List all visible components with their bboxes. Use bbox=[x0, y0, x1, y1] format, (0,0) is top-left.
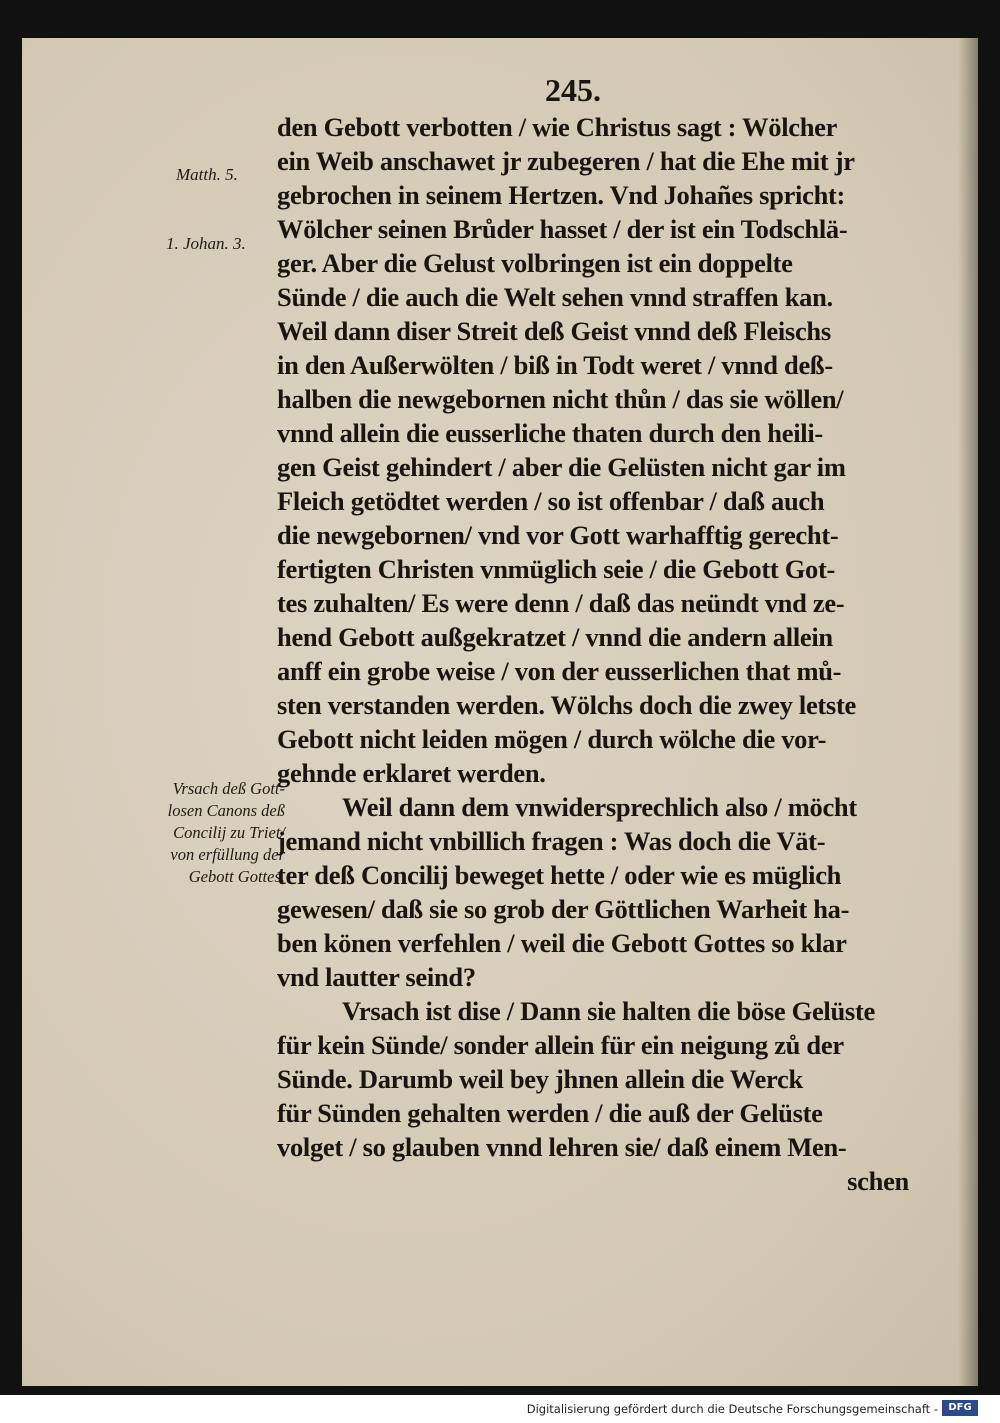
text-line: fertigten Christen vnmüglich seie / die Gebott Got- bbox=[277, 554, 836, 584]
text-line: Gebott nicht leiden mögen / durch wölche die vor- bbox=[277, 724, 827, 754]
margin-note-line: Concilij zu Triet/ bbox=[173, 823, 285, 842]
text-line: hend Gebott außgekratzet / vnnd die andern allein bbox=[277, 622, 833, 652]
text-line: den Gebott verbotten / wie Christus sagt : Wölcher bbox=[277, 112, 838, 142]
dfg-logo: DFG bbox=[942, 1400, 978, 1416]
text-line: ein Weib anschawet jr zubegeren / hat die Ehe mit jr bbox=[277, 146, 855, 176]
text-line: jemand nicht vnbillich fragen : Was doch die Vät- bbox=[277, 826, 826, 856]
text-line: Fleich getödtet werden / so ist offenbar / daß auch bbox=[277, 486, 825, 516]
text-line: in den Außerwölten / biß in Todt weret / vnnd deß- bbox=[277, 350, 833, 380]
text-line: Weil dann dem vnwidersprechlich also / möcht bbox=[342, 792, 857, 822]
text-line: für Sünden gehalten werden / die auß der Gelüste bbox=[277, 1098, 823, 1128]
margin-note-line: Vrsach deß Gott- bbox=[172, 779, 285, 798]
text-line: vnnd allein die eusserliche thaten durch den heili- bbox=[277, 418, 823, 448]
text-line: anff ein grobe weise / von der eusserlichen that mů- bbox=[277, 656, 842, 686]
margin-note-matthew: Matth. 5. bbox=[176, 165, 238, 184]
text-line: gebrochen in seinem Hertzen. Vnd Johañes spricht: bbox=[277, 180, 846, 210]
footer-bar bbox=[0, 1396, 1000, 1423]
text-line: ter deß Concilij beweget hette / oder wie es müglich bbox=[277, 860, 842, 890]
main-text bbox=[277, 110, 957, 1198]
catchword: schen bbox=[847, 1166, 909, 1196]
text-line: Wölcher seinen Brůder hasset / der ist ein Todschlä- bbox=[277, 214, 848, 244]
text-line: gehnde erklaret werden. bbox=[277, 758, 546, 788]
text-line: vnd lautter seind? bbox=[277, 962, 476, 992]
text-line: die newgebornen/ vnd vor Gott warhafftig gerecht- bbox=[277, 520, 839, 550]
text-line: für kein Sünde/ sonder allein für ein neigung zů der bbox=[277, 1030, 844, 1060]
margin-note-line: Gebott Gottes. bbox=[188, 867, 285, 886]
text-line: Weil dann diser Streit deß Geist vnnd deß Fleischs bbox=[277, 316, 831, 346]
margin-note-line: von erfüllung der bbox=[170, 845, 285, 864]
text-line: sten verstanden werden. Wölchs doch die zwey letste bbox=[277, 690, 856, 720]
text-line: ben könen verfehlen / weil die Gebott Gottes so klar bbox=[277, 928, 847, 958]
margin-note-line: losen Canons deß bbox=[167, 801, 285, 820]
text-line: volget / so glauben vnnd lehren sie/ daß einem Men- bbox=[277, 1132, 847, 1162]
text-line: Sünde / die auch die Welt sehen vnnd straffen kan. bbox=[277, 282, 833, 312]
page-edge-shadow bbox=[958, 38, 978, 1386]
funding-credit: Digitalisierung gefördert durch die Deutsche Forschungsgemeinschaft - bbox=[526, 1402, 938, 1416]
text-line: ger. Aber die Gelust volbringen ist ein doppelte bbox=[277, 248, 793, 278]
margin-note-council bbox=[115, 778, 285, 888]
page-number: 245. bbox=[545, 72, 601, 108]
text-line: Vrsach ist dise / Dann sie halten die böse Gelüste bbox=[342, 996, 875, 1026]
text-line: Sünde. Darumb weil bey jhnen allein die Werck bbox=[277, 1064, 803, 1094]
text-line: gen Geist gehindert / aber die Gelüsten nicht gar im bbox=[277, 452, 846, 482]
text-line: gewesen/ daß sie so grob der Göttlichen Warheit ha- bbox=[277, 894, 850, 924]
text-line: halben die newgebornen nicht thůn / das sie wöllen/ bbox=[277, 384, 844, 414]
text-line: tes zuhalten/ Es were denn / daß das neündt vnd ze- bbox=[277, 588, 845, 618]
margin-note-john: 1. Johan. 3. bbox=[166, 234, 246, 253]
